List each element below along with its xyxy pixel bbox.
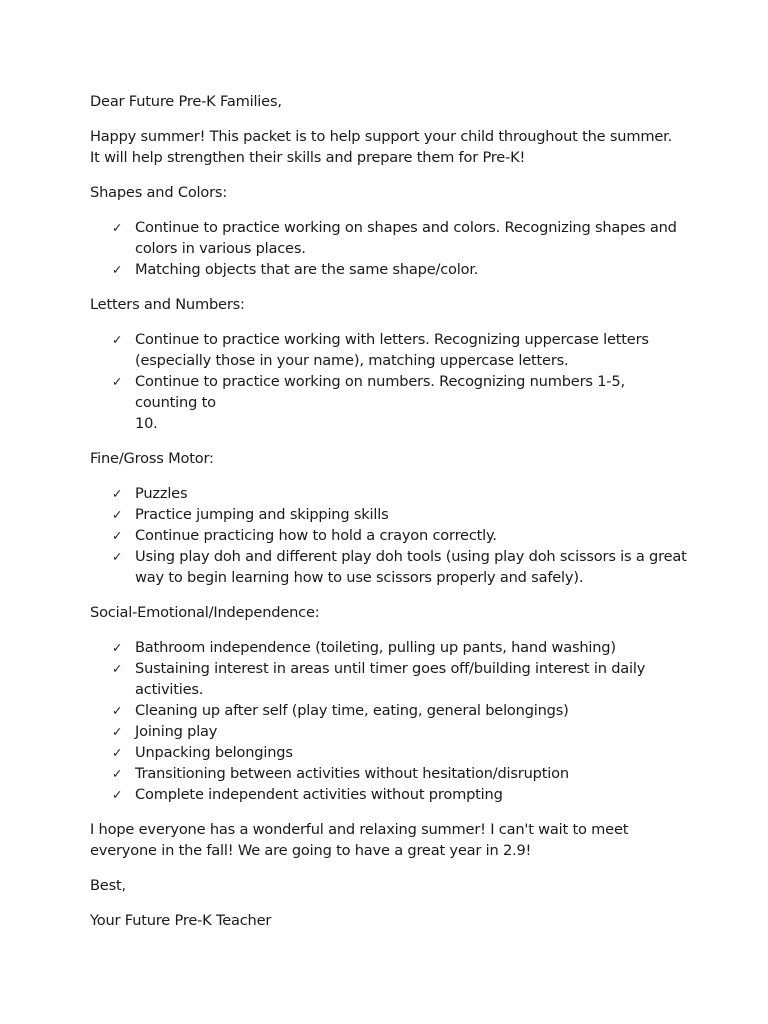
checklist-item-text: Cleaning up after self (play time, eating, general belongings) bbox=[135, 702, 569, 719]
checklist-item-text: Practice jumping and skipping skills bbox=[135, 506, 389, 523]
checklist-item-text: Unpacking belongings bbox=[135, 744, 293, 761]
closing-line: I hope everyone has a wonderful and relaxing summer! I can't wait to meet bbox=[90, 821, 629, 838]
letter-page bbox=[90, 91, 690, 945]
section-heading: Fine/Gross Motor: bbox=[90, 450, 214, 467]
checklist-item bbox=[90, 700, 690, 721]
checkmark-icon: ✓ bbox=[112, 262, 123, 277]
checklist-item bbox=[90, 259, 690, 280]
greeting: Dear Future Pre-K Families, bbox=[90, 93, 282, 110]
checklist-item bbox=[90, 546, 690, 588]
checklist-item-text: (especially those in your name), matching uppercase letters. bbox=[135, 352, 569, 369]
checklist-item-text: Using play doh and different play doh tools (using play doh scissors is a great bbox=[135, 548, 687, 565]
section-heading: Letters and Numbers: bbox=[90, 296, 245, 313]
section-heading: Shapes and Colors: bbox=[90, 184, 228, 201]
checkmark-icon: ✓ bbox=[112, 528, 123, 543]
section-heading: Social-Emotional/Independence: bbox=[90, 604, 320, 621]
signature: Your Future Pre-K Teacher bbox=[90, 912, 272, 929]
sections-container bbox=[90, 182, 690, 805]
checkmark-icon: ✓ bbox=[112, 640, 123, 655]
checklist-item bbox=[90, 483, 690, 504]
checklist-item-text: 10. bbox=[135, 415, 158, 432]
checkmark-icon: ✓ bbox=[112, 486, 123, 501]
checklist-item-text: Bathroom independence (toileting, pulling up pants, hand washing) bbox=[135, 639, 616, 656]
checklist-item bbox=[90, 504, 690, 525]
checklist-item bbox=[90, 763, 690, 784]
checkmark-icon: ✓ bbox=[112, 549, 123, 564]
checkmark-icon: ✓ bbox=[112, 374, 123, 389]
checklist-item bbox=[90, 525, 690, 546]
checkmark-icon: ✓ bbox=[112, 766, 123, 781]
checklist-item bbox=[90, 784, 690, 805]
checklist-item-text: way to begin learning how to use scissors properly and safely). bbox=[135, 569, 584, 586]
checkmark-icon: ✓ bbox=[112, 332, 123, 347]
checkmark-icon: ✓ bbox=[112, 703, 123, 718]
checklist-item bbox=[90, 721, 690, 742]
intro-line: Happy summer! This packet is to help support your child throughout the summer. bbox=[90, 128, 673, 145]
checklist-item-text: Continue to practice working with letters. Recognizing uppercase letters bbox=[135, 331, 649, 348]
checklist bbox=[90, 483, 690, 588]
checklist-item-text: activities. bbox=[135, 681, 204, 698]
checkmark-icon: ✓ bbox=[112, 220, 123, 235]
checklist bbox=[90, 217, 690, 280]
intro-line: It will help strengthen their skills and prepare them for Pre-K! bbox=[90, 149, 526, 166]
checklist-item-text: Continue to practice working on numbers. Recognizing numbers 1-5, counting to bbox=[135, 373, 625, 411]
checkmark-icon: ✓ bbox=[112, 787, 123, 802]
checklist-item-text: Transitioning between activities without hesitation/disruption bbox=[135, 765, 569, 782]
checklist bbox=[90, 637, 690, 805]
checklist-item bbox=[90, 217, 690, 259]
checklist-item-text: Continue practicing how to hold a crayon correctly. bbox=[135, 527, 497, 544]
checklist-item bbox=[90, 637, 690, 658]
checklist-item-text: Joining play bbox=[135, 723, 218, 740]
checklist-item-text: Sustaining interest in areas until timer goes off/building interest in daily bbox=[135, 660, 646, 677]
closing-line: everyone in the fall! We are going to have a great year in 2.9! bbox=[90, 842, 532, 859]
signoff: Best, bbox=[90, 877, 126, 894]
checklist bbox=[90, 329, 690, 434]
checklist-item-text: colors in various places. bbox=[135, 240, 306, 257]
checklist-item bbox=[90, 658, 690, 700]
checklist-item bbox=[90, 329, 690, 371]
checkmark-icon: ✓ bbox=[112, 724, 123, 739]
checklist-item-text: Complete independent activities without prompting bbox=[135, 786, 503, 803]
checklist-item bbox=[90, 742, 690, 763]
checklist-item-text: Matching objects that are the same shape/color. bbox=[135, 261, 479, 278]
checklist-item bbox=[90, 371, 690, 434]
intro-paragraph bbox=[90, 126, 690, 168]
checklist-item-text: Continue to practice working on shapes and colors. Recognizing shapes and bbox=[135, 219, 677, 236]
checkmark-icon: ✓ bbox=[112, 661, 123, 676]
checklist-item-text: Puzzles bbox=[135, 485, 188, 502]
checkmark-icon: ✓ bbox=[112, 507, 123, 522]
checkmark-icon: ✓ bbox=[112, 745, 123, 760]
closing-paragraph bbox=[90, 819, 690, 861]
